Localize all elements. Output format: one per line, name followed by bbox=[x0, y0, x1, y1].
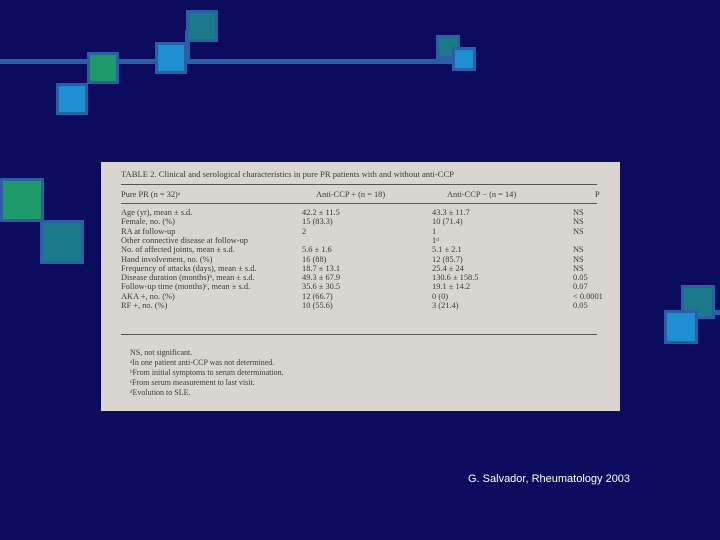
table-row bbox=[121, 227, 601, 236]
cell-p-value: NS bbox=[573, 208, 584, 217]
table-header-rule bbox=[121, 203, 597, 204]
cell-anti-ccp-negative: 1 bbox=[432, 226, 437, 236]
cell-anti-ccp-positive: 15 (83.3) bbox=[302, 217, 333, 227]
table-row bbox=[121, 292, 601, 301]
cell-anti-ccp-positive: 2 bbox=[302, 226, 307, 236]
table-row bbox=[121, 255, 601, 264]
cell-anti-ccp-negative: 0 (0) bbox=[432, 291, 449, 301]
row-label: RF +, no. (%) bbox=[121, 301, 168, 310]
table-top-rule bbox=[121, 184, 597, 185]
row-label: Disease duration (months)ᵇ, mean ± s.d. bbox=[121, 273, 255, 283]
cell-anti-ccp-positive: 16 (88) bbox=[302, 254, 327, 264]
table-row bbox=[121, 301, 601, 310]
decorative-square bbox=[56, 83, 88, 115]
row-label: Age (yr), mean ± s.d. bbox=[121, 208, 193, 217]
cell-p-value: < 0.0001 bbox=[573, 291, 603, 301]
cell-p-value: NS bbox=[573, 263, 584, 273]
footnote: ᵇFrom initial symptoms to serum determination. bbox=[130, 368, 284, 377]
row-label: RA at follow-up bbox=[121, 226, 176, 236]
cell-anti-ccp-positive: 42.2 ± 11.5 bbox=[302, 208, 340, 217]
table-bottom-rule bbox=[121, 334, 597, 335]
footnote: ᶜFrom serum measurement to last visit. bbox=[130, 378, 255, 387]
cell-anti-ccp-negative: 10 (71.4) bbox=[432, 217, 463, 227]
cell-anti-ccp-negative: 1ᵈ bbox=[432, 235, 439, 245]
cell-p-value: NS bbox=[573, 226, 584, 236]
table-caption: TABLE 2. Clinical and serological characteristics in pure PR patients with and without anti-CCP bbox=[121, 169, 454, 179]
cell-anti-ccp-positive: 12 (66.7) bbox=[302, 291, 333, 301]
table-row bbox=[121, 273, 601, 282]
decorative-square bbox=[87, 52, 119, 84]
decorative-square bbox=[155, 42, 187, 74]
cell-p-value: NS bbox=[573, 245, 584, 255]
decorative-square bbox=[186, 10, 218, 42]
cell-anti-ccp-positive: 5.6 ± 1.6 bbox=[302, 245, 332, 255]
decorative-top-line bbox=[0, 59, 470, 64]
cell-anti-ccp-positive: 18.7 ± 13.1 bbox=[302, 263, 341, 273]
cell-anti-ccp-negative: 5.1 ± 2.1 bbox=[432, 245, 462, 255]
citation: G. Salvador, Rheumatology 2003 bbox=[468, 473, 631, 485]
cell-anti-ccp-negative: 25.4 ± 24 bbox=[432, 263, 464, 273]
decorative-square bbox=[40, 220, 84, 264]
cell-p-value: NS bbox=[573, 254, 584, 264]
decorative-square bbox=[452, 47, 476, 71]
table-row bbox=[121, 264, 601, 273]
cell-anti-ccp-negative: 43.3 ± 11.7 bbox=[432, 208, 470, 217]
row-label: Follow-up time (months)ᶜ, mean ± s.d. bbox=[121, 282, 251, 292]
cell-anti-ccp-positive: 35.6 ± 30.5 bbox=[302, 282, 341, 292]
table-row bbox=[121, 217, 601, 226]
header-anti-ccp-positive: Anti-CCP + (n = 18) bbox=[316, 190, 386, 199]
cell-anti-ccp-negative: 12 (85.7) bbox=[432, 254, 463, 264]
cell-anti-ccp-negative: 130.6 ± 158.5 bbox=[432, 273, 479, 283]
table-row bbox=[121, 245, 601, 254]
cell-anti-ccp-negative: 19.1 ± 14.2 bbox=[432, 282, 471, 292]
cell-p-value: 0.07 bbox=[573, 282, 588, 292]
decorative-square bbox=[664, 310, 698, 344]
cell-anti-ccp-positive: 10 (55.6) bbox=[302, 301, 333, 310]
row-label: Hand involvement, no. (%) bbox=[121, 254, 213, 264]
cell-anti-ccp-positive: 49.3 ± 67.9 bbox=[302, 273, 341, 283]
row-label: Frequency of attacks (days), mean ± s.d. bbox=[121, 263, 257, 273]
header-pure-pr: Pure PR (n = 32)ᵃ bbox=[121, 190, 181, 199]
header-p-value: P bbox=[595, 190, 600, 199]
decorative-square bbox=[0, 178, 44, 222]
cell-p-value: 0.05 bbox=[573, 301, 588, 310]
table-row bbox=[121, 236, 601, 245]
row-label: Female, no. (%) bbox=[121, 217, 175, 227]
header-anti-ccp-negative: Anti-CCP − (n = 14) bbox=[447, 190, 517, 199]
cell-p-value: NS bbox=[573, 217, 584, 227]
row-label: No. of affected joints, mean ± s.d. bbox=[121, 245, 235, 255]
footnote: ᵃIn one patient anti-CCP was not determined. bbox=[130, 358, 275, 367]
table-row bbox=[121, 282, 601, 291]
row-label: AKA +, no. (%) bbox=[121, 291, 175, 301]
cell-anti-ccp-negative: 3 (21.4) bbox=[432, 301, 459, 310]
cell-p-value: 0.05 bbox=[573, 273, 588, 283]
table-row bbox=[121, 208, 601, 217]
footnote: ᵈEvolution to SLE. bbox=[130, 388, 191, 397]
table-image bbox=[101, 162, 620, 411]
row-label: Other connective disease at follow-up bbox=[121, 235, 248, 245]
footnote: NS, not significant. bbox=[130, 348, 193, 357]
